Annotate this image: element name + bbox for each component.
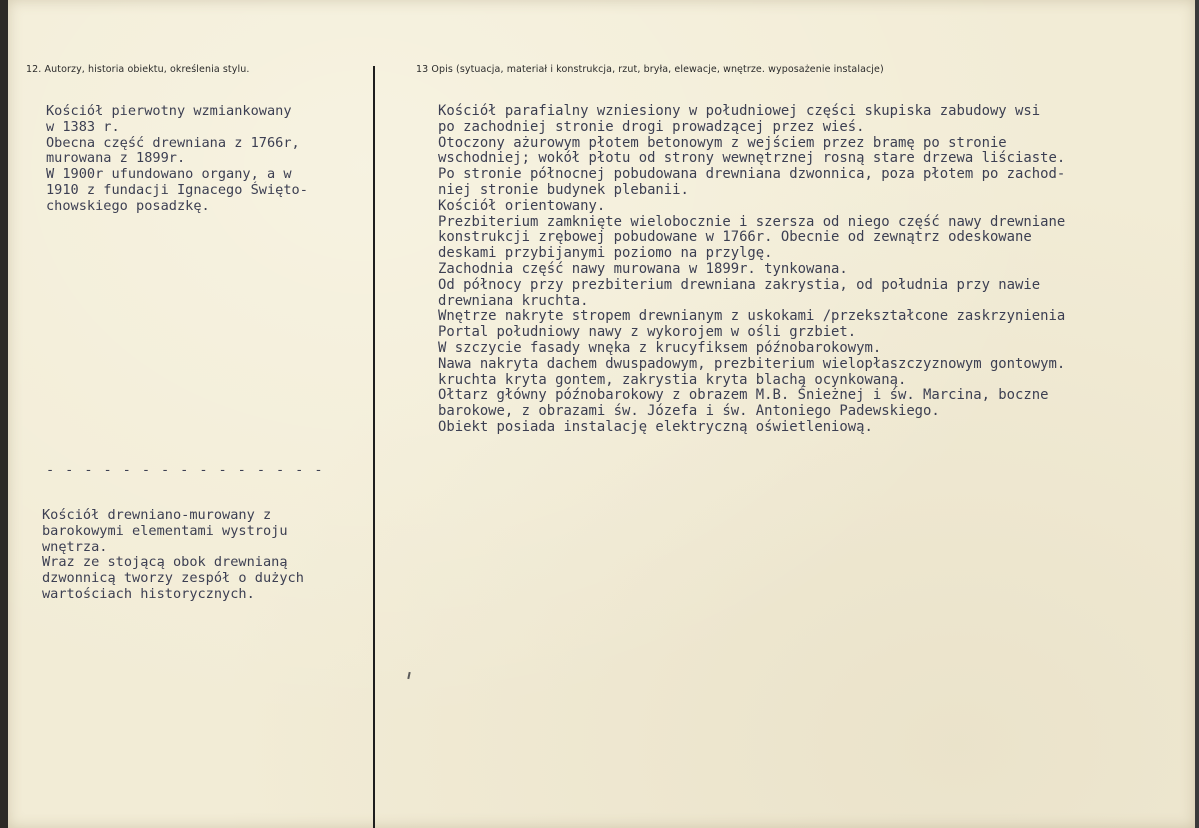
column-divider <box>373 66 375 828</box>
object-description-text: Kościół parafialny wzniesiony w południowej części skupiska zabudowy wsi po zachodniej stronie drogi prowadzącej przez wieś. Otoczony ażurowym płotem betonowym z wejściem przez bramę po stronie wschodniej; wokół płotu od strony wewnętrznej rosną stare drzewa liściaste. Po stronie północnej pobudowana drewniana dzwonnica, poza płotem po zachod- niej stronie budynek plebanii. Kościół orientowany. Prezbiterium zamknięte wielobocznie i szersza od niego część nawy drewniane konstrukcji zrębowej pobudowane w 1766r. Obecnie od zewnątrz odeskowane deskami przybijanymi poziomo na przylgę. Zachodnia część nawy murowana w 1899r. tynkowana. Od północy przy prezbiterium drewniana zakrystia, od południa przy nawie drewniana kruchta. Wnętrze nakryte stropem drewnianym z uskokami /przekształcone zaskrzynienia Portal południowy nawy z wykorojem w ośli grzbiet. W szczycie fasady wnęka z krucyfiksem późnobarokowym. Nawa nakryta dachem dwuspadowym, prezbiterium wielopłaszczyznowym gontowym. kruchta kryta gontem, zakrystia kryta blachą ocynkowaną. Ołtarz główny późnobarokowy z obrazem M.B. Śnieżnej i św. Marcina, boczne barokowe, z obrazami św. Józefa i św. Antoniego Padewskiego. Obiekt posiada instalację elektryczną oświetleniową. <box>438 103 1066 435</box>
record-card <box>8 0 1195 828</box>
section-separator: - - - - - - - - - - - - - - - <box>46 462 324 478</box>
authors-history-text: Kościół pierwotny wzmiankowany w 1383 r. Obecna część drewniana z 1766r, murowana z 1899r. W 1900r ufundowano organy, a w 1910 z fundacji Ignacego Święto- chowskiego posadzkę. <box>46 103 308 214</box>
paper-speck <box>407 672 410 679</box>
style-definition-text: Kościół drewniano-murowany z barokowymi elementami wystroju wnętrza. Wraz ze stojącą obok drewnianą dzwonnicą tworzy zespół o dużych wartościach historycznych. <box>42 507 304 602</box>
scan-border <box>0 0 8 828</box>
field-12-label: 12. Autorzy, historia obiektu, określenia stylu. <box>26 64 250 75</box>
field-13-label: 13 Opis (sytuacja, materiał i konstrukcja, rzut, bryła, elewacje, wnętrze. wyposażenie instalacje) <box>416 64 884 75</box>
